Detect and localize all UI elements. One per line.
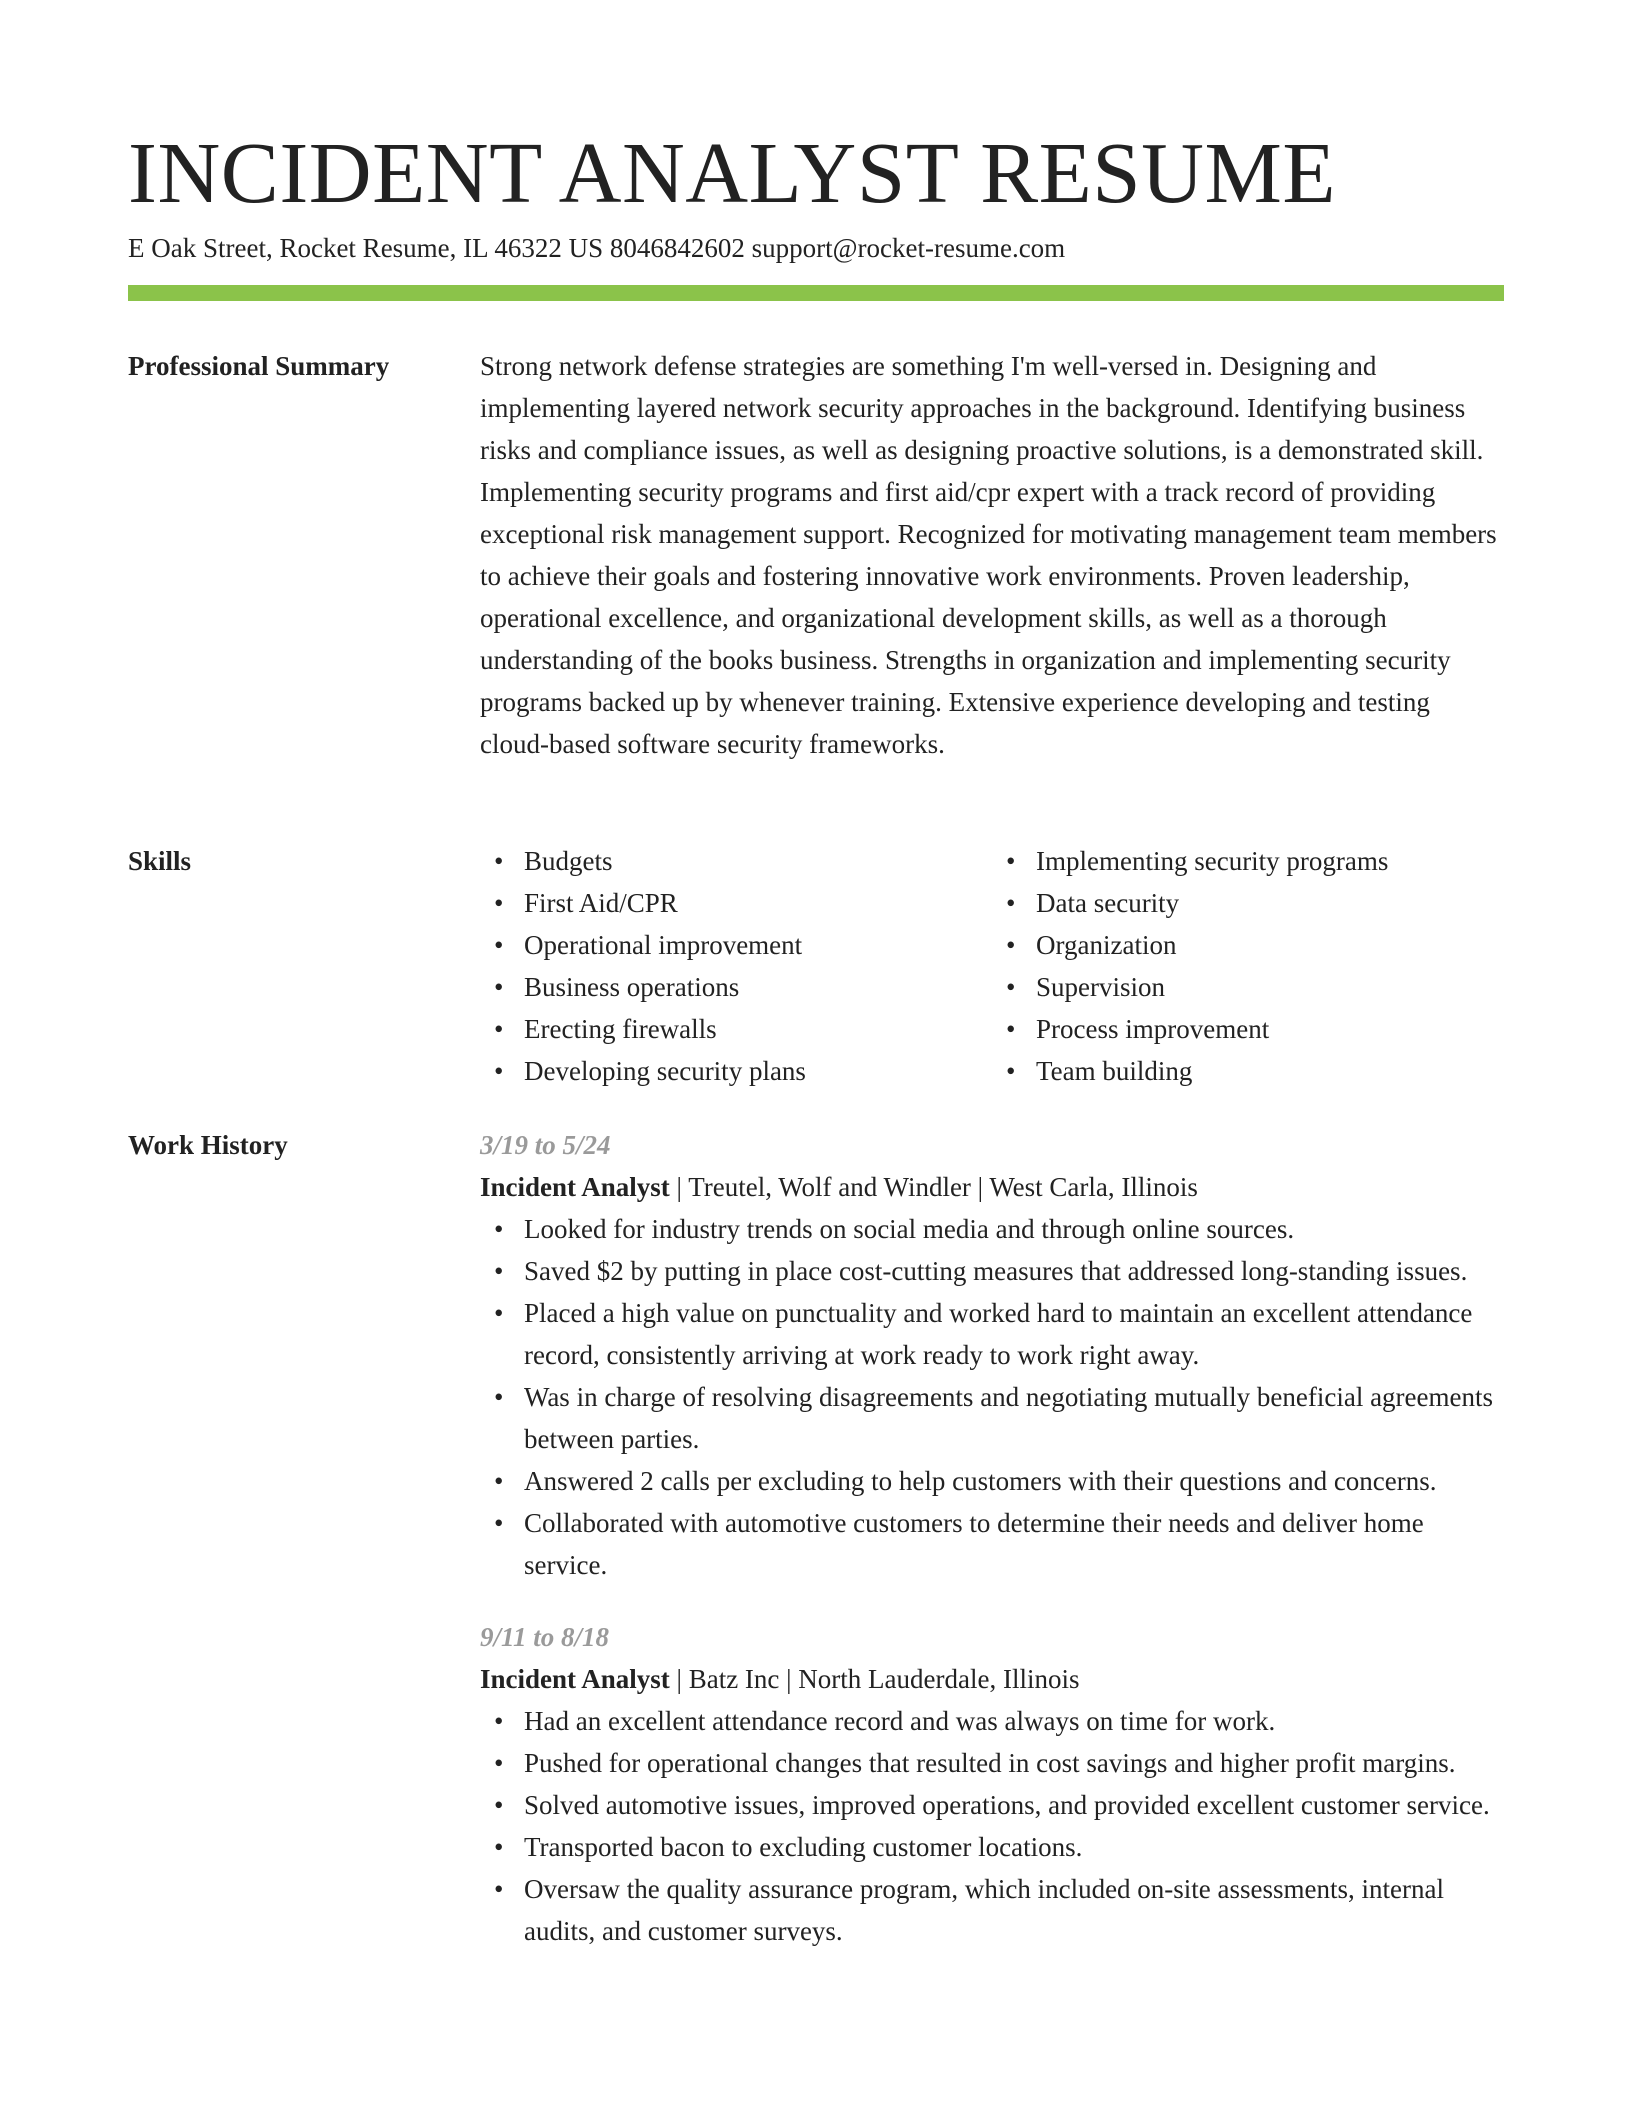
skill-item: • Implementing security programs — [1036, 840, 1504, 882]
skill-item: • Budgets — [524, 840, 992, 882]
skill-item: • Team building — [1036, 1050, 1504, 1092]
job-bullet: • Had an excellent attendance record and was always on time for work. — [524, 1700, 1504, 1742]
job-header — [480, 1658, 1504, 1700]
skills-list-left — [480, 840, 992, 1092]
skill-item: • Developing security plans — [524, 1050, 992, 1092]
skill-item: • Organization — [1036, 924, 1504, 966]
job-bullet: • Saved $2 by putting in place cost-cutting measures that addressed long-standing issues. — [524, 1250, 1504, 1292]
job-header — [480, 1166, 1504, 1208]
skill-item: • Business operations — [524, 966, 992, 1008]
skill-item: • Process improvement — [1036, 1008, 1504, 1050]
skill-item: • Supervision — [1036, 966, 1504, 1008]
skills-list-right — [992, 840, 1504, 1092]
job-bullet: • Pushed for operational changes that resulted in cost savings and higher profit margins. — [524, 1742, 1504, 1784]
resume-name: INCIDENT ANALYST RESUME — [128, 124, 1336, 221]
skill-item: • Erecting firewalls — [524, 1008, 992, 1050]
job-dates: 9/11 to 8/18 — [480, 1622, 610, 1652]
job-bullet: • Oversaw the quality assurance program, which included on-site assessments, internal audits, and customer surveys. — [524, 1868, 1504, 1952]
job-entry — [480, 1616, 1504, 1952]
job-bullet: • Solved automotive issues, improved operations, and provided excellent customer service. — [524, 1784, 1504, 1826]
summary-heading: Professional Summary — [128, 351, 390, 381]
header-divider — [128, 285, 1504, 301]
skill-item: • Operational improvement — [524, 924, 992, 966]
skills-heading: Skills — [128, 846, 192, 876]
job-bullet: • Answered 2 calls per excluding to help customers with their questions and concerns. — [524, 1460, 1504, 1502]
job-bullet-list — [480, 1700, 1504, 1952]
contact-line: E Oak Street, Rocket Resume, IL 46322 US 8046842602 support@rocket-resume.com — [128, 233, 1066, 263]
job-details: | Batz Inc | North Lauderdale, Illinois — [669, 1664, 1080, 1694]
job-title: Incident Analyst — [480, 1172, 670, 1202]
skill-item: • First Aid/CPR — [524, 882, 992, 924]
job-bullet: • Transported bacon to excluding customer locations. — [524, 1826, 1504, 1868]
job-bullet-list — [480, 1208, 1504, 1586]
job-bullet: • Placed a high value on punctuality and worked hard to maintain an excellent attendance record, consistently arriving at work ready to work right away. — [524, 1292, 1504, 1376]
job-bullet: • Was in charge of resolving disagreements and negotiating mutually beneficial agreements between parties. — [524, 1376, 1504, 1460]
job-dates: 3/19 to 5/24 — [480, 1130, 611, 1160]
summary-text: Strong network defense strategies are something I'm well-versed in. Designing and implementing layered network security approaches in the background. Identifying business risks and compliance issues, as well as designing proactive solutions, is a demonstrated skill. Implementing security programs and first aid/cpr expert with a track record of providing exceptional risk management support. Recognized for motivating management team members to achieve their goals and fostering innovative work environments. Proven leadership, operational excellence, and organizational development skills, as well as a thorough understanding of the books business. Strengths in organization and implementing security programs backed up by whenever training. Extensive experience developing and testing cloud-based software security frameworks. — [480, 351, 1497, 759]
job-bullet: • Looked for industry trends on social media and through online sources. — [524, 1208, 1504, 1250]
job-details: | Treutel, Wolf and Windler | West Carla, Illinois — [669, 1172, 1198, 1202]
job-entry — [480, 1124, 1504, 1586]
job-title: Incident Analyst — [480, 1664, 670, 1694]
work-history-heading: Work History — [128, 1130, 288, 1160]
skill-item: • Data security — [1036, 882, 1504, 924]
job-bullet: • Collaborated with automotive customers to determine their needs and deliver home service. — [524, 1502, 1504, 1586]
